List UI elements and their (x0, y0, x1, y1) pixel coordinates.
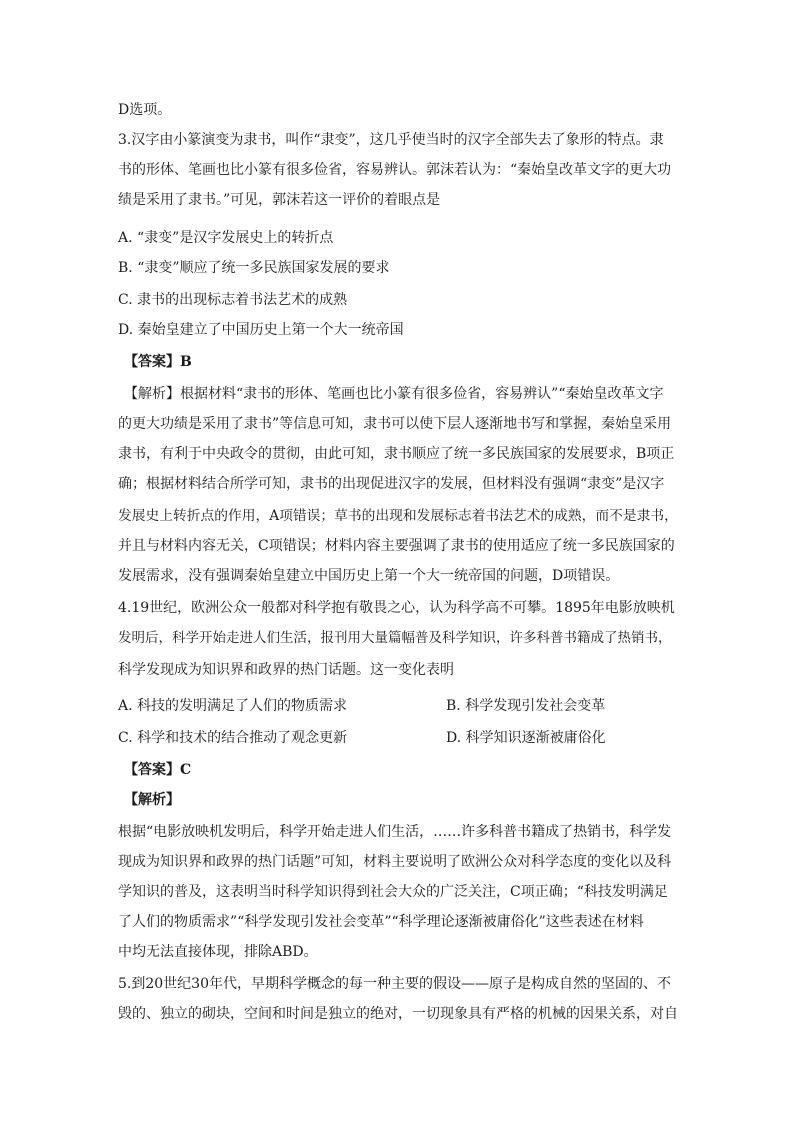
analysis-text: 并且与材料内容无关，C项错误；材料内容主要强调了隶书的使用适应了统一多民族国家的 (118, 538, 675, 554)
analysis-text: 了人们的物质需求”“科学发现引发社会变革”“科学理论逐渐被庸俗化”这些表述在材料 (118, 914, 644, 930)
option-d: D. 秦始皇建立了中国历史上第一个大一统帝国 (118, 322, 404, 338)
question-4-stem: 科学发现成为知识界和政界的热门话题。这一变化表明 (118, 662, 454, 678)
analysis-text: 学知识的普及，这表明当时科学知识得到社会大众的广泛关注，C项正确；“科技发明满足 (118, 884, 668, 900)
analysis-text: 发展需求，没有强调秦始皇建立中国历史上第一个大一统帝国的问题，D项错误。 (118, 568, 620, 584)
analysis-text: 确；根据材料结合所学可知，隶书的出现促进汉字的发展，但材料没有强调“隶变”是汉字 (118, 476, 665, 492)
option-c: C. 科学和技术的结合推动了观念更新 (118, 730, 348, 746)
analysis-text: 的更大功绩是采用了隶书”等信息可知，隶书可以使下层人逐渐地书写和掌握，秦始皇采用 (118, 416, 672, 432)
option-a: A. “隶变”是汉字发展史上的转折点 (118, 230, 334, 246)
option-b: B. “隶变”顺应了统一多民族国家发展的要求 (118, 260, 390, 276)
option-a: A. 科技的发明满足了人们的物质需求 (118, 698, 348, 714)
analysis-text: 中均无法直接体现，排除ABD。 (118, 944, 318, 960)
answer-label: 【答案】B (124, 354, 192, 370)
analysis-text: 发展史上转折点的作用，A项错误；草书的出现和发展标志着书法艺术的成熟，而不是隶书， (118, 508, 678, 524)
option-b: B. 科学发现引发社会变革 (446, 698, 606, 714)
answer-label: 【答案】C (124, 762, 192, 778)
analysis-text: 隶书，有利于中央政令的贯彻，由此可知，隶书顺应了统一多民族国家的发展要求，B项正 (118, 446, 675, 462)
question-4-stem: 4.19世纪，欧洲公众一般都对科学抱有敬畏之心，认为科学高不可攀。1895年电影放映机 (118, 600, 675, 616)
question-3-stem: 3.汉字由小篆演变为隶书，叫作“隶变”，这几乎使当时的汉字全部失去了象形的特点。隶 (118, 132, 664, 148)
analysis-text: 根据“电影放映机发明后，科学开始走进人们生活，……许多科普书籍成了热销书，科学发 (118, 824, 672, 840)
option-c: C. 隶书的出现标志着书法艺术的成熟 (118, 292, 348, 308)
question-4-stem: 发明后，科学开始走进人们生活，报刊用大量篇幅普及科学知识，许多科普书籍成了热销书， (118, 630, 672, 646)
analysis-text: 【解析】根据材料“隶书的形体、笔画也比小篆有很多俭省，容易辨认”“秦始皇改革文字 (124, 386, 664, 402)
question-3-stem: 绩是采用了隶书。”可见，郭沫若这一评价的着眼点是 (118, 192, 441, 208)
option-d: D. 科学知识逐渐被庸俗化 (446, 730, 606, 746)
analysis-label: 【解析】 (124, 792, 180, 808)
analysis-text: 现成为知识界和政界的热门话题”可知，材料主要说明了欧洲公众对科学态度的变化以及科 (118, 854, 672, 870)
text-line: D选项。 (118, 102, 172, 118)
question-3-stem: 书的形体、笔画也比小篆有很多俭省，容易辨认。郭沫若认为：“秦始皇改革文字的更大功 (118, 162, 672, 178)
question-5-stem: 5.到20世纪30年代，早期科学概念的每一种主要的假设——原子是构成自然的坚固的、不 (118, 976, 671, 992)
question-5-stem: 毁的、独立的砌块，空间和时间是独立的绝对，一切现象具有严格的机械的因果关系，对自 (118, 1006, 678, 1022)
